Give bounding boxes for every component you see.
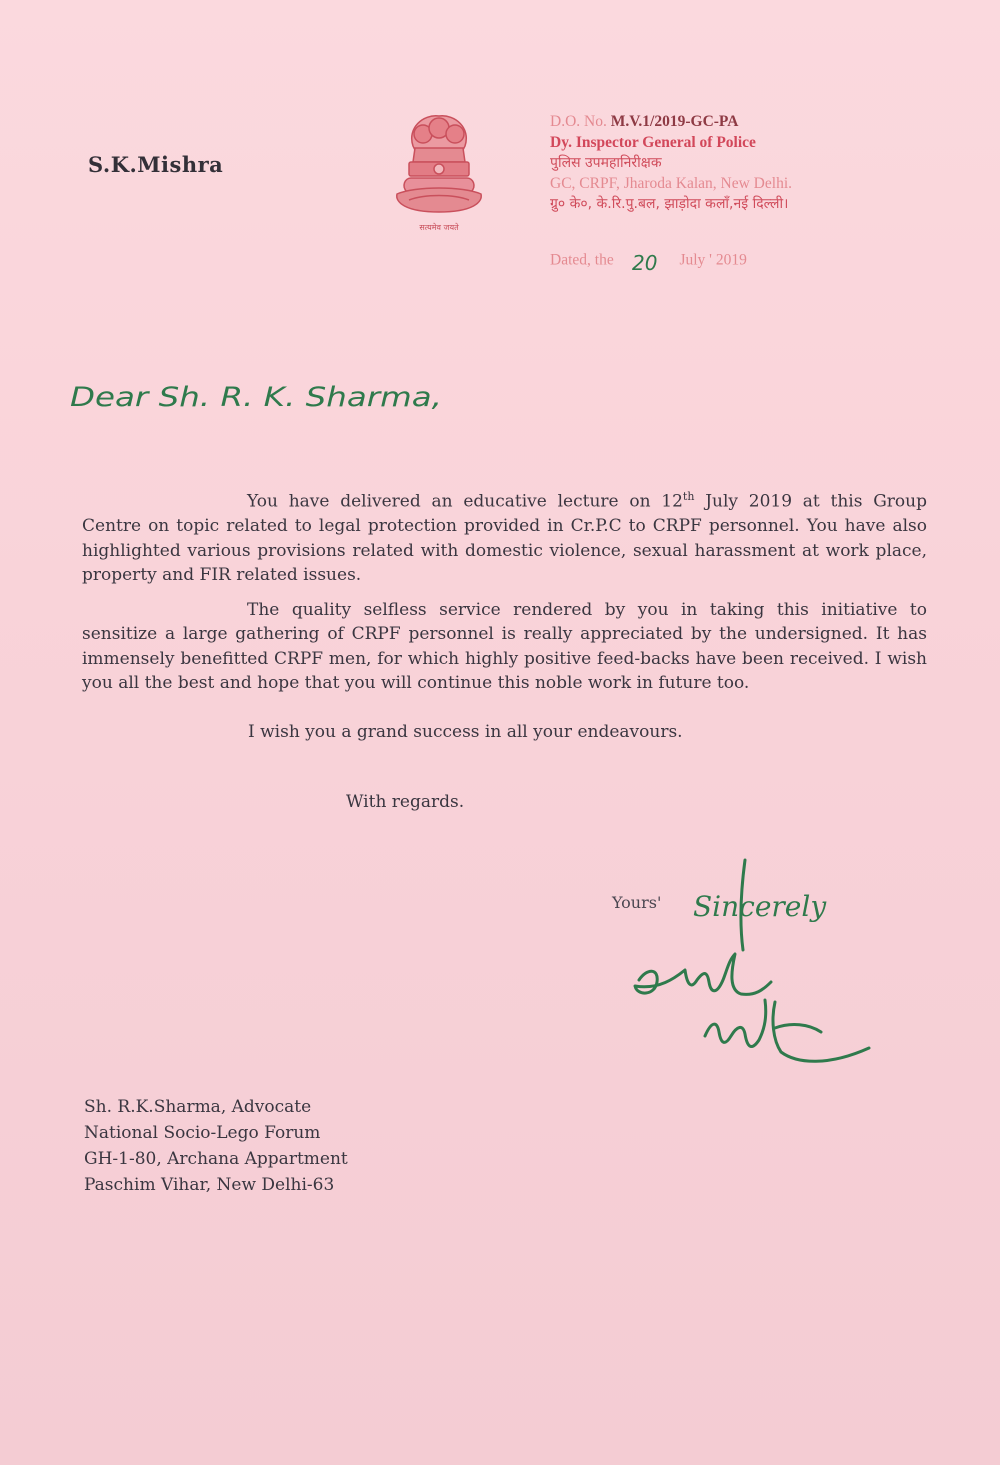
address-line: National Socio-Lego Forum: [84, 1123, 321, 1143]
address-line: GH-1-80, Archana Appartment: [84, 1149, 348, 1169]
dated-label: Dated, the: [550, 251, 614, 269]
handwritten-signature: [625, 850, 885, 1100]
svg-text:Dear Sh. R. K. Sharma,: Dear Sh. R. K. Sharma,: [70, 382, 443, 413]
handwritten-salutation: [70, 368, 470, 428]
designation-en: Dy. Inspector General of Police: [550, 133, 756, 151]
body-paragraph-1: You have delivered an educative lecture on 12th July 2019 at this Group Centre on topic related to legal protection provided in Cr.P.C to CRPF personnel. You have also highlighted various provisions related with domestic violence, sexual harassment at work place, property and FIR related issues.: [82, 490, 927, 586]
yours-label: Yours': [612, 893, 662, 912]
emblem-motto: सत्यमेव जयते: [419, 223, 459, 232]
date-line: [550, 246, 747, 276]
dated-day: [618, 246, 676, 276]
recipient-address: [84, 1094, 348, 1198]
sender-name: S.K.Mishra: [88, 152, 224, 177]
national-emblem-icon: [385, 108, 493, 238]
office-hi: ग्रु० के०, के.रि.पु.बल, झाड़ोदा कलाँ,नई दिल्ली।: [550, 196, 789, 212]
address-line: Sh. R.K.Sharma, Advocate: [84, 1097, 312, 1117]
dated-month-year: July ' 2019: [679, 251, 747, 269]
letter-body: [82, 485, 927, 706]
do-number-row: [550, 112, 792, 133]
svg-text:Sincerely: Sincerely: [693, 890, 827, 923]
regards-line: With regards.: [346, 792, 465, 812]
letterhead: [550, 112, 792, 215]
svg-text:20: 20: [631, 251, 658, 275]
closing-line: I wish you a grand success in all your endeavours.: [248, 722, 683, 742]
address-line: Paschim Vihar, New Delhi-63: [84, 1175, 335, 1195]
designation-hi: पुलिस उपमहानिरीक्षक: [550, 155, 662, 171]
body-paragraph-2: The quality selfless service rendered by you in taking this initiative to sensitize a large gathering of CRPF personnel is really appreciated by the undersigned. It has immensely benefitted CRPF men, for which highly positive feed-backs have been received. I wish you all the best and hope that you will continue this noble work in future too.: [82, 599, 927, 694]
office-en: GC, CRPF, Jharoda Kalan, New Delhi.: [550, 174, 792, 192]
do-label: D.O. No.: [550, 113, 607, 130]
do-number: M.V.1/2019-GC-PA: [610, 113, 739, 130]
